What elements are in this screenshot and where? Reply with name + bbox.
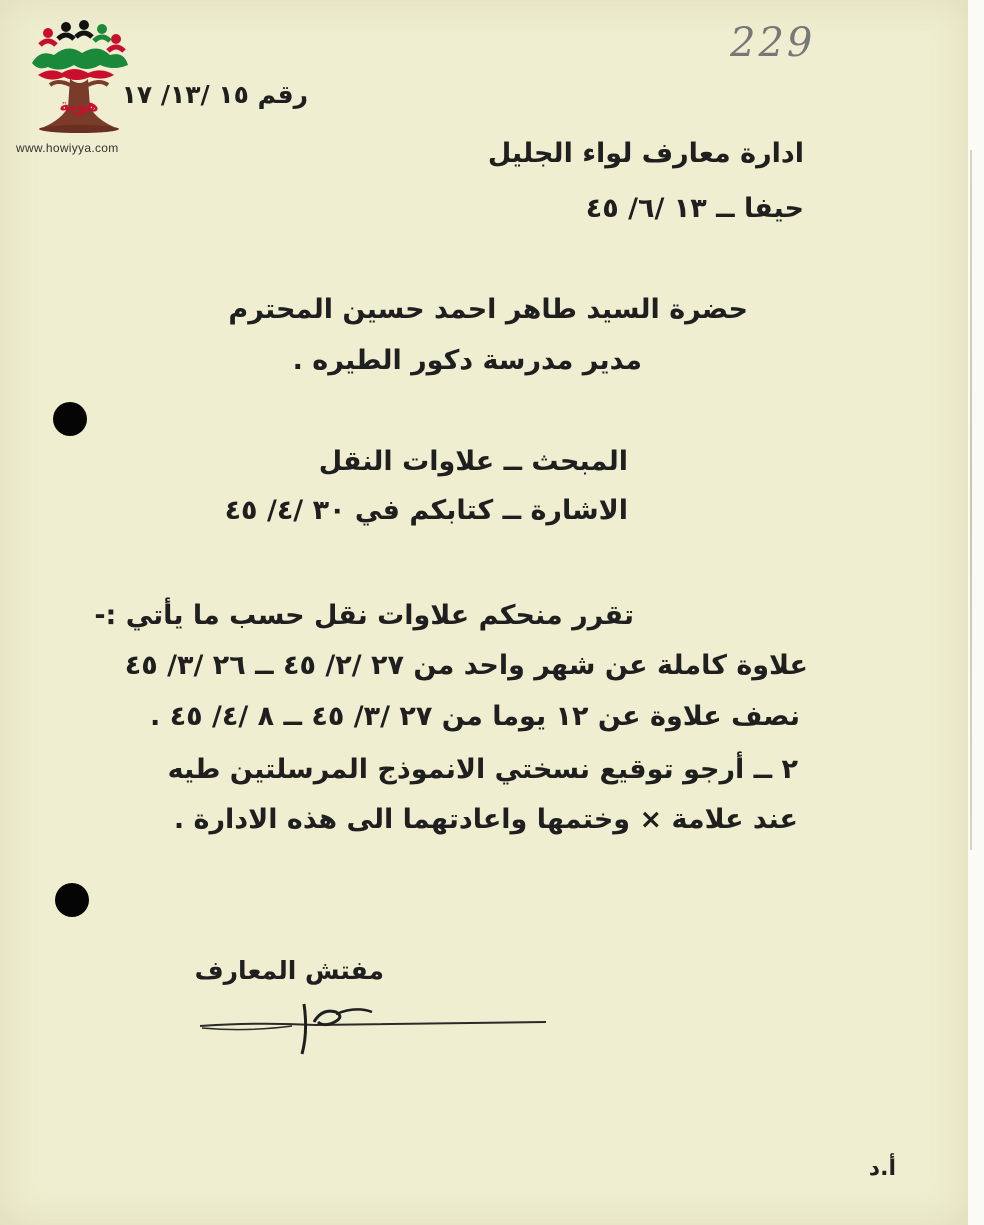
addressee-name: حضرة السيد طاهر احمد حسين المحترم	[228, 294, 748, 325]
page-number: 229	[730, 20, 816, 66]
body-line-4: ٢ ــ أرجو توقيع نسختي الانموذج المرسلتين طيه	[167, 754, 798, 785]
place-date: حيفا ــ ١٣ /٦/ ٤٥	[585, 193, 804, 224]
body-line-2: علاوة كاملة عن شهر واحد من ٢٧ /٢/ ٤٥ ــ ٢٦ /٣/ ٤٥	[124, 650, 808, 681]
body-line-1: تقرر منحكم علاوات نقل حسب ما يأتي :-	[94, 600, 634, 631]
reference-line: الاشارة ــ كتابكم في ٣٠ /٤/ ٤٥	[224, 495, 628, 526]
addressee-title: مدير مدرسة دكور الطيره .	[292, 345, 642, 376]
logo-arabic-mark: هوية	[59, 96, 99, 116]
logo-website-url[interactable]: www.howiyya.com	[16, 141, 119, 155]
body-line-3: نصف علاوة عن ١٢ يوما من ٢٧ /٣/ ٤٥ ــ ٨ /٤/ ٤٥ .	[150, 701, 800, 732]
subject-line: المبحث ــ علاوات النقل	[318, 446, 628, 477]
signatory-title: مفتش المعارف	[194, 956, 384, 985]
reference-number: رقم ١٥ /١٣/ ١٧	[121, 80, 308, 109]
page-fold	[970, 150, 972, 850]
punch-hole-top	[53, 402, 87, 436]
punch-hole-bottom	[55, 883, 89, 917]
body-line-5: عند علامة × وختمها واعادتهما الى هذه الادارة .	[173, 804, 798, 835]
footer-initials: أ.د	[868, 1156, 896, 1181]
handwritten-signature	[196, 992, 556, 1060]
sender-office: ادارة معارف لواء الجليل	[487, 138, 804, 169]
